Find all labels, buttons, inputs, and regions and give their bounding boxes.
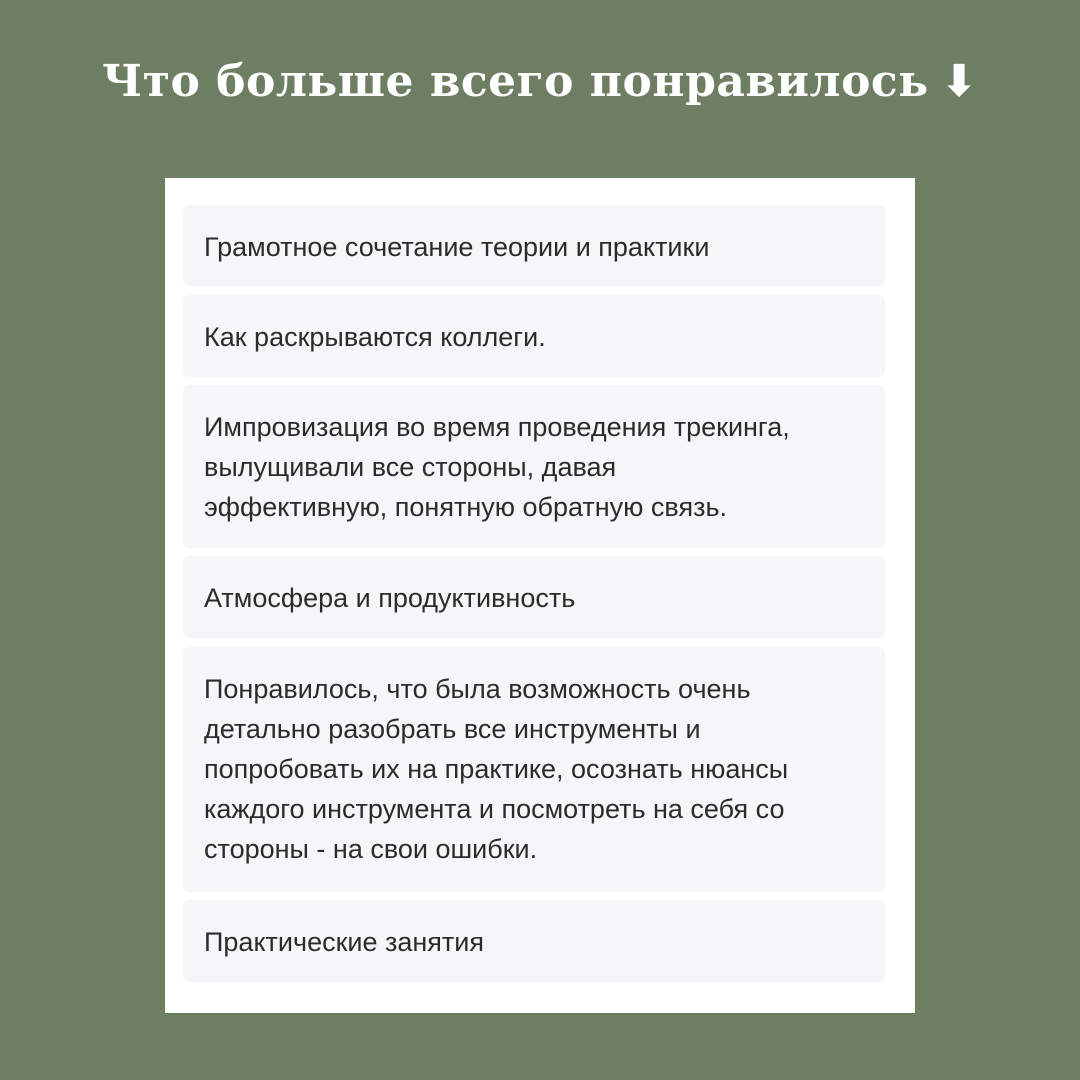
page-title-text: Что больше всего понравилось bbox=[102, 56, 929, 107]
response-text: Практические занятия bbox=[204, 927, 484, 957]
response-item bbox=[183, 385, 885, 548]
page-title bbox=[0, 50, 1080, 114]
arrow-down-icon: ⬇ bbox=[940, 56, 978, 107]
response-text: Грамотное сочетание теории и практики bbox=[204, 232, 710, 262]
response-text: Импровизация во время проведения трекинга, вылущивали все стороны, давая эффективную, понятную обратную связь. bbox=[204, 412, 790, 522]
response-item bbox=[183, 556, 885, 638]
response-text: Понравилось, что была возможность очень детально разобрать все инструменты и попробовать их на практике, осознать нюансы каждого инструмента и посмотреть на себя со стороны - на свои ошибки. bbox=[204, 674, 789, 864]
response-text: Атмосфера и продуктивность bbox=[204, 583, 576, 613]
response-text: Как раскрываются коллеги. bbox=[204, 322, 546, 352]
response-item bbox=[183, 900, 885, 982]
response-item bbox=[183, 205, 885, 286]
response-item bbox=[183, 295, 885, 377]
response-item bbox=[183, 647, 885, 892]
responses-card bbox=[165, 178, 915, 1013]
